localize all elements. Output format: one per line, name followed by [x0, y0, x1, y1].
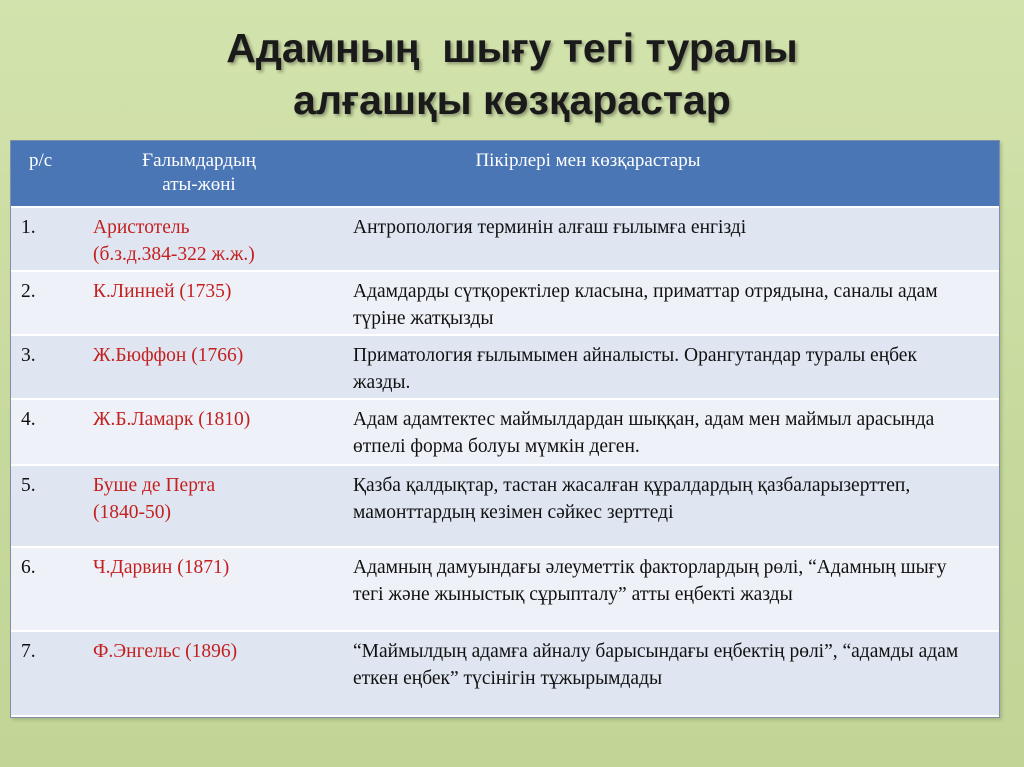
- row-num: 5.: [11, 465, 89, 547]
- table-row: [11, 207, 999, 271]
- row-name: Аристотель (б.з.д.384-322 ж.ж.): [89, 207, 349, 271]
- row-view: Адам адамтектес маймылдардан шыққан, адам мен маймыл арасында өтпелі форма болуы мүмкін деген.: [349, 399, 999, 465]
- row-num: 4.: [11, 399, 89, 465]
- row-name: Ф.Энгельс (1896): [89, 631, 349, 715]
- table-row: [11, 335, 999, 399]
- title-line-1: Адамның шығу тегі туралы: [226, 25, 798, 71]
- table-row: [11, 271, 999, 335]
- row-num: 6.: [11, 547, 89, 631]
- header-name: Ғалымдардың аты-жөні: [89, 141, 349, 207]
- row-name: Буше де Перта (1840-50): [89, 465, 349, 547]
- row-view: “Маймылдың адамға айналу барысындағы еңбектің рөлі”, “адамды адам еткен еңбек” түсінігін тұжырымдады: [349, 631, 999, 715]
- row-view: Антропология терминін алғаш ғылымға енгізді: [349, 207, 999, 271]
- row-name: Ж.Бюффон (1766): [89, 335, 349, 399]
- row-view: Қазба қалдықтар, тастан жасалған құралдардың қазбаларызерттеп, мамонттардың кезімен сәйкес зерттеді: [349, 465, 999, 547]
- table-header-row: [11, 141, 999, 207]
- table-row: [11, 465, 999, 547]
- row-num: 1.: [11, 207, 89, 271]
- row-name: Ч.Дарвин (1871): [89, 547, 349, 631]
- row-view: Адамдарды сүтқоректілер класына, приматтар отрядына, саналы адам түріне жатқызды: [349, 271, 999, 335]
- row-num: 7.: [11, 631, 89, 715]
- row-view: Приматология ғылымымен айналысты. Орангутандар туралы еңбек жазды.: [349, 335, 999, 399]
- scientists-table: [10, 140, 1000, 718]
- row-num: 3.: [11, 335, 89, 399]
- table-row: [11, 631, 999, 715]
- row-name: Ж.Б.Ламарк (1810): [89, 399, 349, 465]
- table-row: [11, 547, 999, 631]
- row-name: К.Линней (1735): [89, 271, 349, 335]
- row-view: Адамның дамуындағы әлеуметтік факторлардың рөлі, “Адамның шығу тегі және жыныстық сұрыпталу” атты еңбекті жазды: [349, 547, 999, 631]
- slide-title: [0, 22, 1024, 126]
- row-num: 2.: [11, 271, 89, 335]
- title-line-2: алғашқы көзқарастар: [293, 77, 731, 123]
- header-view: Пікірлері мен көзқарастары: [349, 141, 999, 207]
- table-row: [11, 399, 999, 465]
- header-num: р/с: [11, 141, 89, 207]
